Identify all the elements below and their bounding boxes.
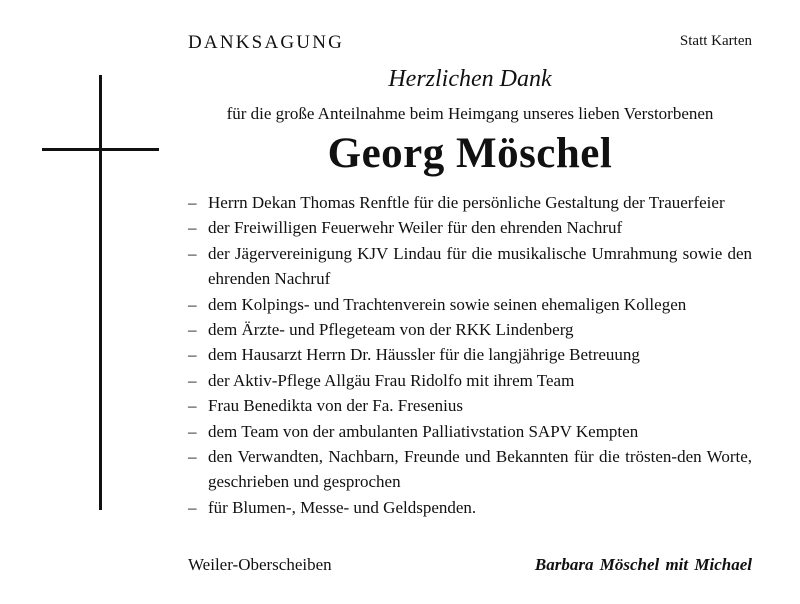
list-item xyxy=(188,241,752,292)
cross-vertical-bar xyxy=(99,75,102,510)
list-item-text: Frau Benedikta von der Fa. Fresenius xyxy=(208,396,463,416)
list-item-text: für Blumen-, Messe- und Geldspenden. xyxy=(208,497,477,517)
list-item xyxy=(188,317,752,342)
list-item-text: der Freiwilligen Feuerwehr Weiler für den ehrenden Nachruf xyxy=(208,218,623,238)
list-item xyxy=(188,393,752,418)
list-dash: – xyxy=(188,345,197,365)
list-item xyxy=(188,342,752,367)
list-dash: – xyxy=(188,421,197,441)
header-note: Statt Karten xyxy=(679,33,752,49)
list-dash: – xyxy=(188,396,197,416)
list-item xyxy=(188,215,752,240)
place-name: Weiler-Oberscheiben xyxy=(188,555,332,574)
list-item-text: dem Kolpings- und Trachtenverein sowie seinen ehemaligen Kollegen xyxy=(208,294,687,314)
list-item xyxy=(188,444,752,495)
thanks-list xyxy=(188,190,752,520)
list-item xyxy=(188,495,752,520)
list-item xyxy=(188,419,752,444)
list-item xyxy=(188,292,752,317)
cross-horizontal-bar xyxy=(42,148,159,151)
list-item-text: dem Team von der ambulanten Palliativstation SAPV Kempten xyxy=(208,421,639,441)
list-item xyxy=(188,368,752,393)
list-dash: – xyxy=(188,320,197,340)
list-dash: – xyxy=(188,193,197,212)
list-item-text: Herrn Dekan Thomas Renftle für die persönliche Gestaltung der Trauerfeier xyxy=(208,193,725,212)
list-dash: – xyxy=(188,243,197,263)
thanks-heading: Herzlichen Dank xyxy=(388,66,552,92)
page-title: DANKSAGUNG xyxy=(188,32,345,53)
deceased-name: Georg Möschel xyxy=(327,130,613,177)
list-item-text: dem Hausarzt Herrn Dr. Häussler für die langjährige Betreuung xyxy=(208,345,640,365)
signature: Barbara Möschel mit Michael xyxy=(534,555,752,574)
intro-text: für die große Anteilnahme beim Heimgang unseres lieben Verstorbenen xyxy=(226,104,714,123)
list-dash: – xyxy=(188,447,197,467)
list-dash: – xyxy=(188,370,197,390)
list-item xyxy=(188,190,752,215)
list-item-text: dem Ärzte- und Pflegeteam von der RKK Lindenberg xyxy=(208,320,574,340)
list-item-text: der Aktiv-Pflege Allgäu Frau Ridolfo mit ihrem Team xyxy=(208,370,575,390)
list-dash: – xyxy=(188,497,197,517)
list-dash: – xyxy=(188,294,197,314)
list-item-text: der Jägervereinigung KJV Lindau für die musikalische Umrahmung sowie den ehrenden Nachruf xyxy=(208,243,752,289)
list-item-text: den Verwandten, Nachbarn, Freunde und Bekannten für die trösten-den Worte, geschrieben und gesprochen xyxy=(208,447,752,492)
list-dash: – xyxy=(188,218,197,238)
